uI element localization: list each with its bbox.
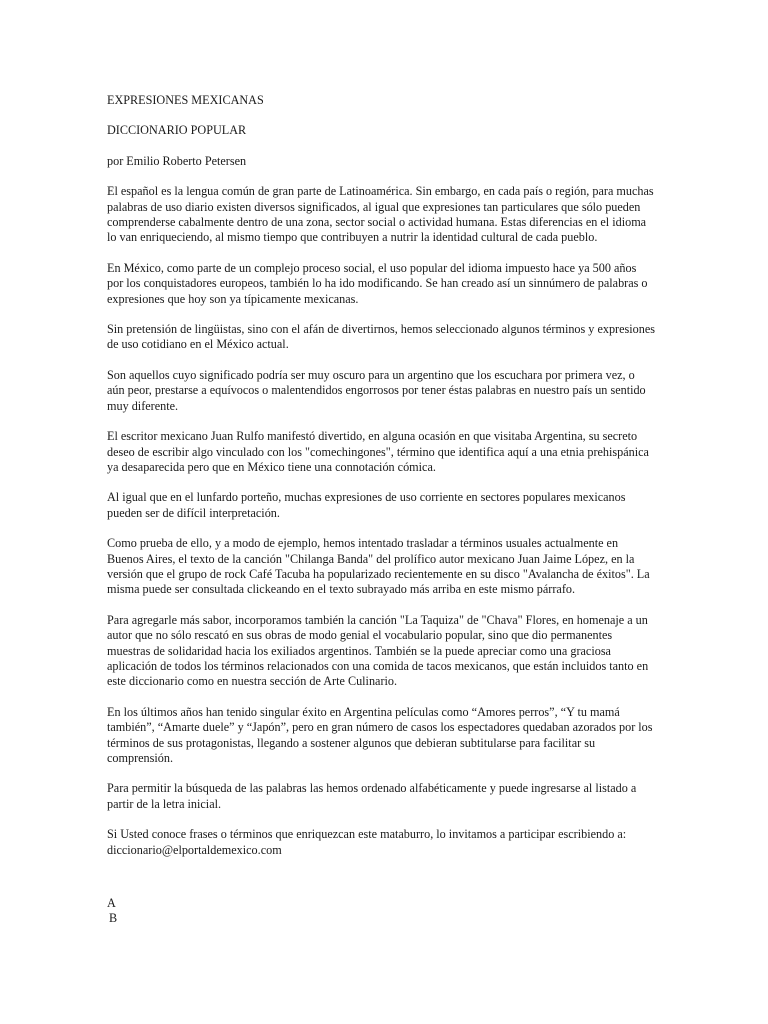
- paragraph-lunfardo: Al igual que en el lunfardo porteño, muchas expresiones de uso corriente en sectores populares mexicanos pueden ser de difícil interpretación.: [107, 490, 626, 520]
- document-title: EXPRESIONES MEXICANAS: [107, 93, 264, 107]
- paragraph-significado: Son aquellos cuyo significado podría ser muy oscuro para un argentino que los escuchara por primera vez, o aún peor, prestarse a equívocos o malentendidos engorrosos por tener éstas palabras en nuestro país un sentido muy diferente.: [107, 367, 646, 413]
- paragraph-peliculas: En los últimos años han tenido singular éxito en Argentina películas como “Amores perros”, “Y tu mamá también”, “Amarte duele” y “Japón”, pero en gran número de casos los espectadores quedaban azorados por los términos de sus protagonistas, llegando a sostener algunos que debieran subtitularse para facilitar su comprensión.: [107, 704, 653, 765]
- paragraph-busqueda: Para permitir la búsqueda de las palabras las hemos ordenado alfabéticamente y puede ingresarse al listado a partir de la letra inicial.: [107, 781, 637, 811]
- paragraph-mexico: En México, como parte de un complejo proceso social, el uso popular del idioma impuesto hace ya 500 años por los conquistadores europeos, también lo ha ido modificando. Se han creado así un sinnúmero de palabras o expresiones que hoy son ya típicamente mexicanas.: [107, 260, 648, 306]
- document-body: [107, 93, 655, 873]
- paragraph-chilanga-banda: Como prueba de ello, y a modo de ejemplo, hemos intentado trasladar a términos usuales actualmente en Buenos Aires, el texto de la canción "Chilanga Banda" del prolífico autor mexicano Juan Jaime López, en la versión que el grupo de rock Café Tacuba ha popularizado recientemente en su disco "Avalancha de éxitos". La misma puede ser consultada clickeando en el texto subrayado más arriba en este mismo párrafo.: [107, 536, 650, 597]
- letter-link-b[interactable]: B: [109, 911, 118, 926]
- author-line: por Emilio Roberto Petersen: [107, 153, 247, 168]
- paragraph-contacto: Si Usted conoce frases o términos que enriquezcan este mataburro, lo invitamos a participar escribiendo a: diccionario@elportaldemexico.com: [107, 827, 627, 857]
- letter-index: [107, 896, 117, 927]
- paragraph-taquiza: Para agregarle más sabor, incorporamos también la canción "La Taquiza" de "Chava" Flores, en homenaje a un autor que no sólo rescató en sus obras de modo genial el vocabulario popular, sino que dio permanentes muestras de solidaridad hacia los exiliados argentinos. También se la puede apreciar como una graciosa aplicación de todos los términos relacionados con una comida de tacos mexicanos, que están incluidos tanto en este diccionario como en nuestra sección de Arte Culinario.: [107, 612, 649, 689]
- letter-link-a[interactable]: A: [107, 896, 116, 910]
- paragraph-rulfo: El escritor mexicano Juan Rulfo manifestó divertido, en alguna ocasión en que visitaba Argentina, su secreto deseo de escribir algo vinculado con los "comechingones", término que identifica aquí a una etnia prehispánica ya desaparecida pero que en México tiene una connotación cómica.: [107, 429, 649, 474]
- document-subtitle: DICCIONARIO POPULAR: [107, 123, 247, 138]
- paragraph-intro: El español es la lengua común de gran parte de Latinoamérica. Sin embargo, en cada país o región, para muchas palabras de uso diario existen diversos significados, al igual que expresiones tan particulares que sólo pueden comprenderse cabalmente dentro de una zona, sector social o actividad humana. Estas diferencias en el idioma lo van enriqueciendo, al mismo tiempo que contribuyen a nutrir la identidad cultural de cada pueblo.: [107, 184, 654, 245]
- paragraph-pretension: Sin pretensión de lingüistas, sino con el afán de divertirnos, hemos seleccionado algunos términos y expresiones de uso cotidiano en el México actual.: [107, 322, 655, 352]
